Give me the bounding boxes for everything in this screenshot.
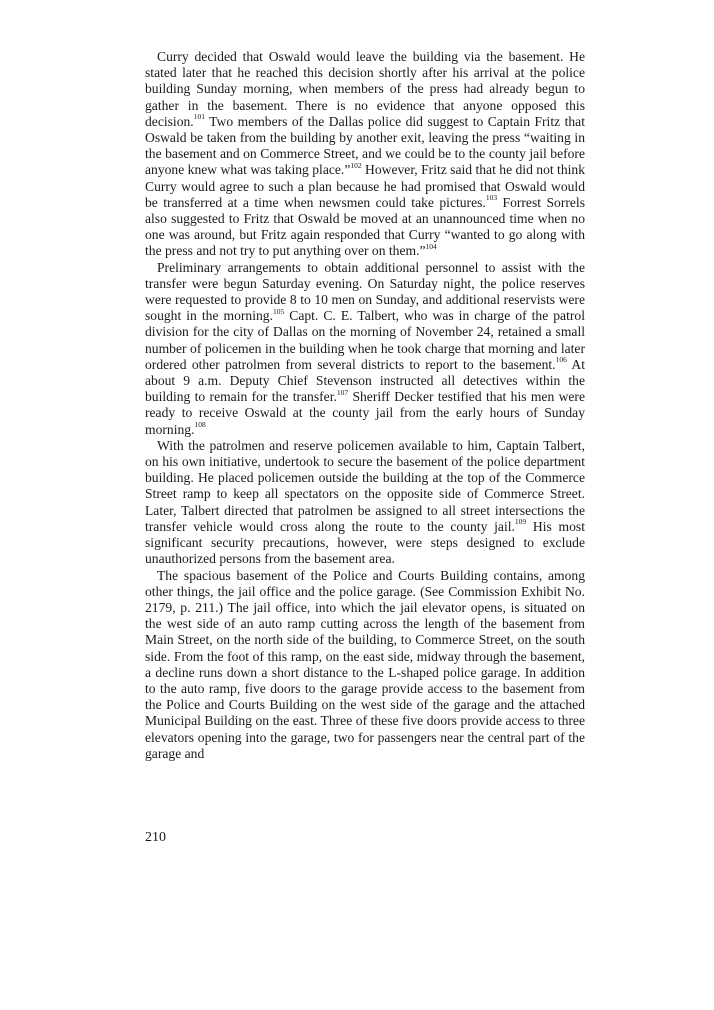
text-run: Curry decided that Oswald would leave the building via the basement. He stated later that he reached this decision shortly after his arrival at the police building Sunday morning, when members of the press had already begun to gather in the basement. There is no evidence that anyone opposed this decision. [145, 49, 585, 129]
footnote-ref: 102 [350, 160, 362, 170]
text-run: Two members of the Dallas police did suggest to Captain Fritz that Oswald be taken from the building by another exit, leaving the press “waiting in the basement and on Commerce Street, and we could be to the county jail before anyone knew what was taking place.” [145, 113, 585, 178]
text-run: The spacious basement of the Police and Courts Building contains, among other things, the jail office and the police garage. (See Commission Exhibit No. 2179, p. 211.) The jail office, into which the jail elevator opens, is situated on the west side of an auto ramp cutting across the length of the basement from Main Street, on the north side of the building, to Commerce Street, on the south side. From the foot of this ramp, on the east side, midway through the basement, a decline runs down a short distance to the L-shaped police garage. In addition to the auto ramp, five doors to the garage provide access to the basement from the Police and Courts Building on the west side of the garage and the attached Municipal Building on the east. Three of these five doors provide access to three elevators opening into the garage, two for passengers near the central part of the garage and [145, 567, 585, 761]
text-run: With the patrolmen and reserve policemen available to him, Captain Talbert, on his own initiative, undertook to secure the basement of the police department building. He placed policemen outside the building at the top of the Commerce Street ramp to keep all spectators on the opposite side of Commerce Street. Later, Talbert directed that patrolmen be assigned to all street intersections the transfer vehicle would cross along the route to the county jail. [145, 437, 585, 534]
text-run: Sheriff Decker testified that his men were ready to receive Oswald at the county jail from the early hours of Sunday morning. [145, 389, 585, 437]
footnote-ref: 105 [272, 306, 285, 316]
footnote-ref: 108 [194, 420, 206, 430]
page-number: 210 [145, 830, 166, 845]
footnote-ref: 109 [514, 517, 527, 527]
paragraph-1 [145, 49, 585, 260]
paragraph-2 [145, 260, 585, 438]
footnote-ref: 104 [425, 241, 437, 251]
text-run: However, Fritz said that he did not think Curry would agree to such a plan because he had promised that Oswald would be transferred at a time when newsmen could take pictures. [145, 162, 585, 210]
text-run: Preliminary arrangements to obtain additional personnel to assist with the transfer were begun Saturday evening. On Saturday night, the police reserves were requested to provide 8 to 10 men on Sunday, and additional reservists were sought in the morning. [145, 259, 585, 324]
text-run: Forrest Sorrels also suggested to Fritz that Oswald be moved at an unannounced time when no one was around, but Fritz again responded that Curry “wanted to go along with the press and not try to put anything over on them.” [145, 194, 585, 259]
page-body [145, 49, 585, 762]
text-run: His most significant security precautions, however, were steps designed to exclude unauthorized persons from the basement area. [145, 518, 585, 567]
footnote-ref: 103 [485, 193, 498, 203]
text-run: At about 9 a.m. Deputy Chief Stevenson instructed all detectives within the building to remain for the transfer. [145, 356, 585, 405]
paragraph-4 [145, 568, 585, 762]
paragraph-3 [145, 438, 585, 568]
text-run: Capt. C. E. Talbert, who was in charge of the patrol division for the city of Dallas on the morning of November 24, retained a small number of policemen in the building when he took charge that morning and later ordered other patrolmen from several districts to report to the basement. [145, 308, 585, 372]
footnote-ref: 107 [336, 387, 349, 397]
footnote-ref: 106 [555, 355, 567, 365]
footnote-ref: 101 [193, 112, 205, 122]
